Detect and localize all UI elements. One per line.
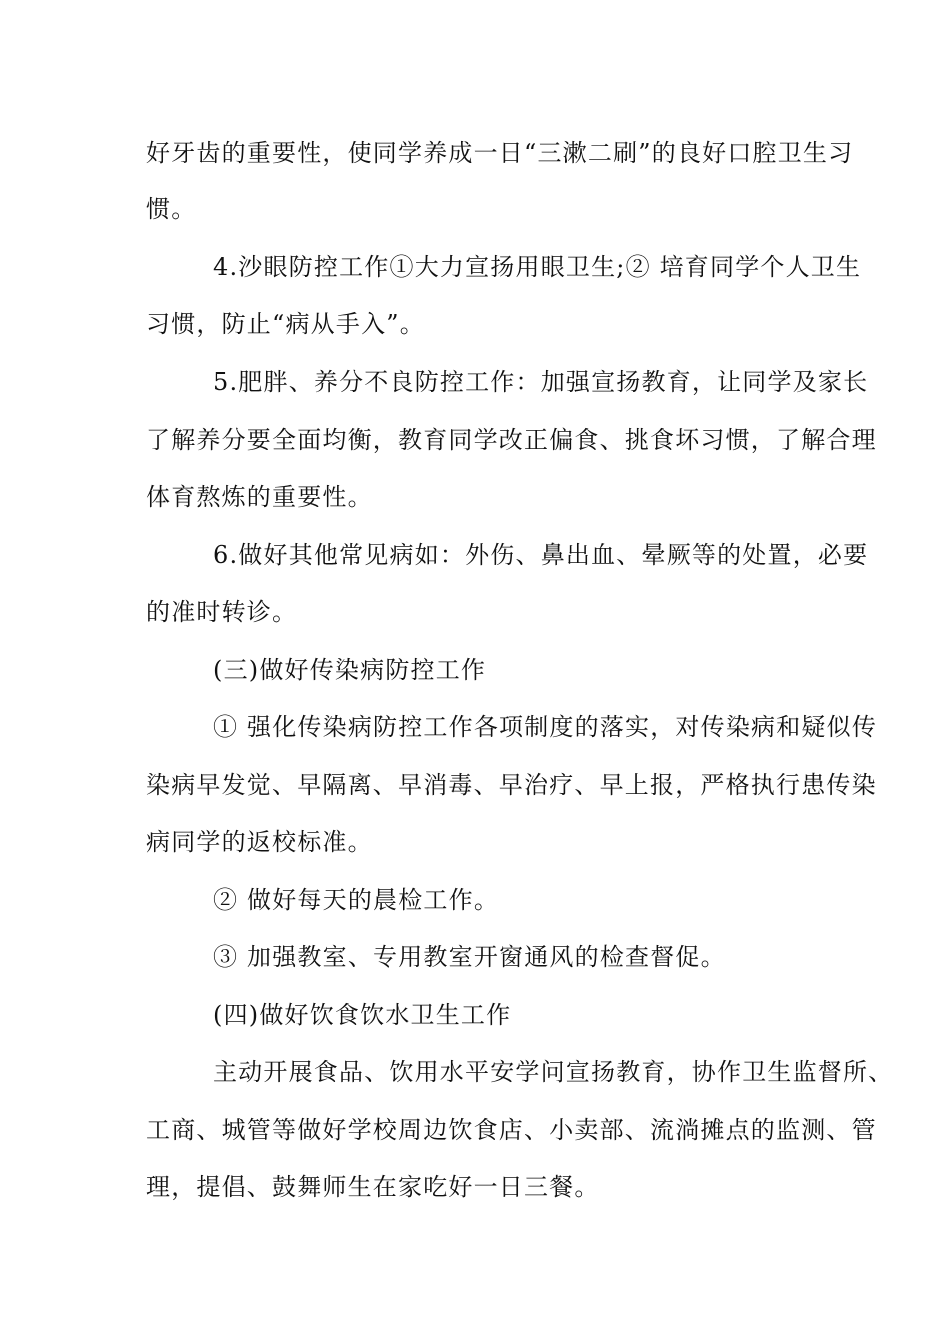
paragraph-line: 主动开展食品、饮用水平安学问宣扬教育，协作卫生监督所、 [213,1058,894,1086]
paragraph-line: 病同学的返校标准。 [146,828,373,856]
paragraph-line: 5.肥胖、养分不良防控工作：加强宣扬教育，让同学及家长 [213,368,869,396]
paragraph-line: 的准时转诊。 [146,598,298,626]
paragraph-line: ① 强化传染病防控工作各项制度的落实，对传染病和疑似传 [213,713,878,741]
section-heading: (三)做好传染病防控工作 [213,656,487,684]
paragraph-line: 工商、城管等做好学校周边饮食店、小卖部、流淌摊点的监测、管 [146,1116,877,1144]
paragraph-line: 体育熬炼的重要性。 [146,483,373,511]
paragraph-line: ③ 加强教室、专用教室开窗通风的检查督促。 [213,943,726,971]
paragraph-line: 4.沙眼防控工作①大力宣扬用眼卫生;② 培育同学个人卫生 [213,253,862,281]
paragraph-line: 理，提倡、鼓舞师生在家吃好一日三餐。 [146,1173,600,1201]
paragraph-line: ② 做好每天的晨检工作。 [213,886,500,914]
paragraph-line: 了解养分要全面均衡，教育同学改正偏食、挑食坏习惯，了解合理 [146,426,877,454]
paragraph-line: 习惯，防止“病从手入”。 [146,310,425,338]
paragraph-line: 惯。 [146,195,197,223]
paragraph-line: 染病早发觉、早隔离、早消毒、早治疗、早上报，严格执行患传染 [146,771,877,799]
section-heading: (四)做好饮食饮水卫生工作 [213,1001,512,1029]
paragraph-line: 6.做好其他常见病如：外伤、鼻出血、晕厥等的处置，必要 [213,541,869,569]
paragraph-line: 好牙齿的重要性，使同学养成一日“三漱二刷”的良好口腔卫生习 [146,139,854,167]
